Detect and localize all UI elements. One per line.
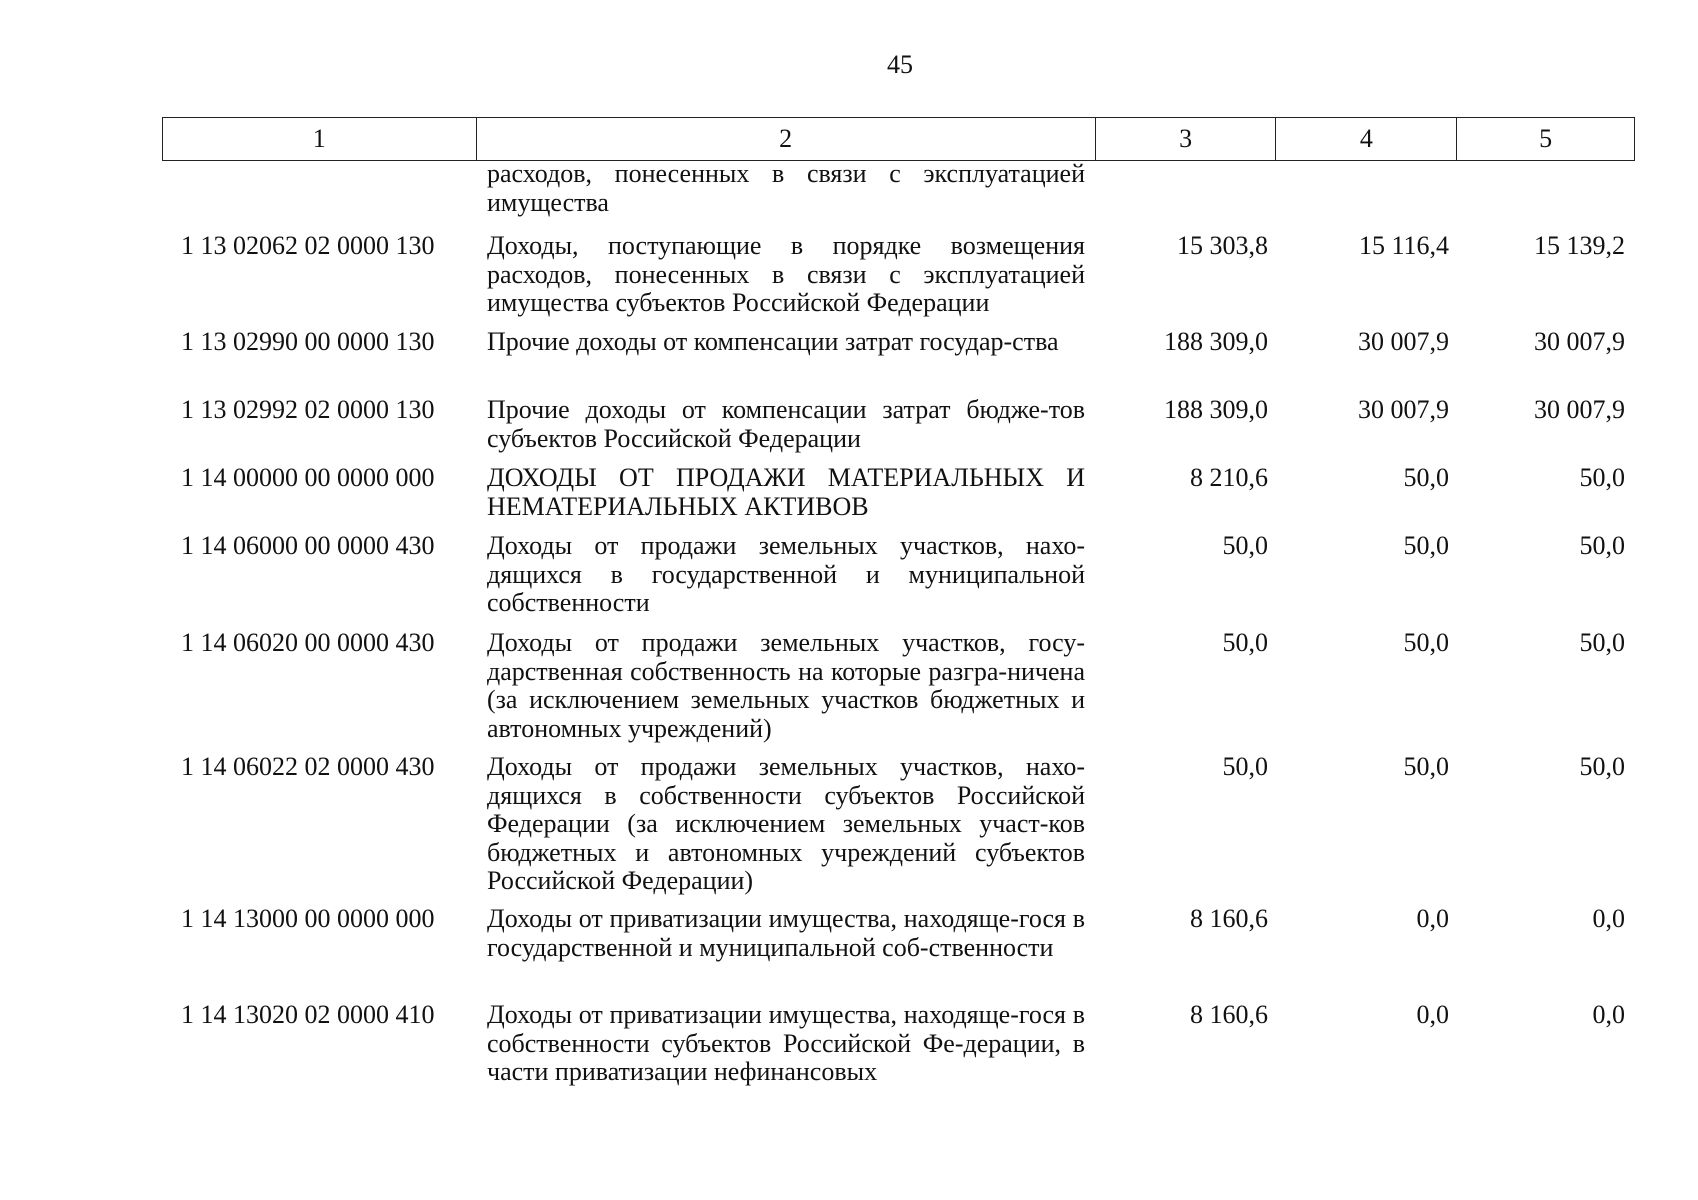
column-header-1: 1 [163,118,477,160]
table-row [162,629,1635,743]
row-value-col5: 30 007,9 [1534,327,1625,356]
table-row [162,753,1635,896]
row-name: Доходы от продажи земельных участков, госу-дарственная собственность на которые разгра-ничена (за исключением земельных участков бюджетных и автономных учреждений) [487,628,1085,743]
row-name: Доходы от продажи земельных участков, нахо-дящихся в собственности субъектов Российской Федерации (за исключением земельных участ-ков бюджетных и автономных учреждений субъектов Российской Федерации) [487,752,1085,895]
row-value-col4: 0,0 [1416,904,1449,933]
row-code: 1 14 06020 00 0000 430 [181,628,435,657]
table-row [162,328,1635,357]
row-code: 1 13 02992 02 0000 130 [181,395,435,424]
row-code: 1 13 02062 02 0000 130 [181,231,435,260]
row-value-col3: 8 160,6 [1190,904,1268,933]
row-value-col4: 30 007,9 [1358,395,1449,424]
row-value-col3: 50,0 [1222,628,1268,657]
row-code: 1 14 13000 00 0000 000 [181,904,435,933]
row-code: 1 14 06022 02 0000 430 [181,752,435,781]
row-code: 1 14 06000 00 0000 430 [181,531,435,560]
row-name: ДОХОДЫ ОТ ПРОДАЖИ МАТЕРИАЛЬНЫХ И НЕМАТЕРИАЛЬНЫХ АКТИВОВ [487,463,1085,521]
row-value-col4: 50,0 [1403,752,1449,781]
column-header-3: 3 [1096,118,1277,160]
row-value-col5: 50,0 [1579,531,1625,560]
row-name: Доходы от продажи земельных участков, нахо-дящихся в государственной и муниципальной собственности [487,531,1085,617]
page-number: 45 [887,50,913,79]
row-value-col4: 50,0 [1403,628,1449,657]
row-value-col4: 0,0 [1416,1000,1449,1029]
row-name: Доходы, поступающие в порядке возмещения расходов, понесенных в связи с эксплуатацией имущества субъектов Российской Федерации [487,231,1085,317]
row-value-col4: 50,0 [1403,463,1449,492]
row-value-col3: 15 303,8 [1177,231,1268,260]
table-row [162,232,1635,318]
row-value-col5: 0,0 [1592,904,1625,933]
row-value-col5: 50,0 [1579,752,1625,781]
table-row [162,396,1635,453]
row-value-col4: 30 007,9 [1358,327,1449,356]
continued-row-text: расходов, понесенных в связи с эксплуатацией имущества [487,159,1085,217]
row-value-col4: 15 116,4 [1358,231,1449,260]
row-value-col5: 50,0 [1579,628,1625,657]
table-row [162,464,1635,521]
table-header [162,117,1635,161]
row-value-col3: 8 210,6 [1190,463,1268,492]
row-name: Прочие доходы от компенсации затрат государ-ства [487,327,1059,356]
row-value-col4: 50,0 [1403,531,1449,560]
table-row [162,905,1635,962]
row-value-col5: 50,0 [1579,463,1625,492]
row-value-col3: 188 309,0 [1164,327,1268,356]
row-value-col3: 50,0 [1222,752,1268,781]
row-value-col5: 15 139,2 [1534,231,1625,260]
row-value-col5: 0,0 [1592,1000,1625,1029]
column-header-2: 2 [477,118,1096,160]
row-name: Прочие доходы от компенсации затрат бюдже-тов субъектов Российской Федерации [487,395,1085,453]
row-code: 1 13 02990 00 0000 130 [181,327,435,356]
table-row [162,532,1635,618]
row-value-col3: 188 309,0 [1164,395,1268,424]
row-value-col3: 8 160,6 [1190,1000,1268,1029]
row-code: 1 14 00000 00 0000 000 [181,463,435,492]
column-header-5: 5 [1539,124,1553,153]
row-code: 1 14 13020 02 0000 410 [181,1000,435,1029]
row-name: Доходы от приватизации имущества, находяще-гося в собственности субъектов Российской Фе-дерации, в части приватизации нефинансовых [487,1000,1085,1086]
table-row [162,1001,1635,1087]
column-header-4: 4 [1276,118,1457,160]
row-value-col3: 50,0 [1222,531,1268,560]
row-name: Доходы от приватизации имущества, находяще-гося в государственной и муниципальной соб-ственности [487,904,1085,962]
row-value-col5: 30 007,9 [1534,395,1625,424]
